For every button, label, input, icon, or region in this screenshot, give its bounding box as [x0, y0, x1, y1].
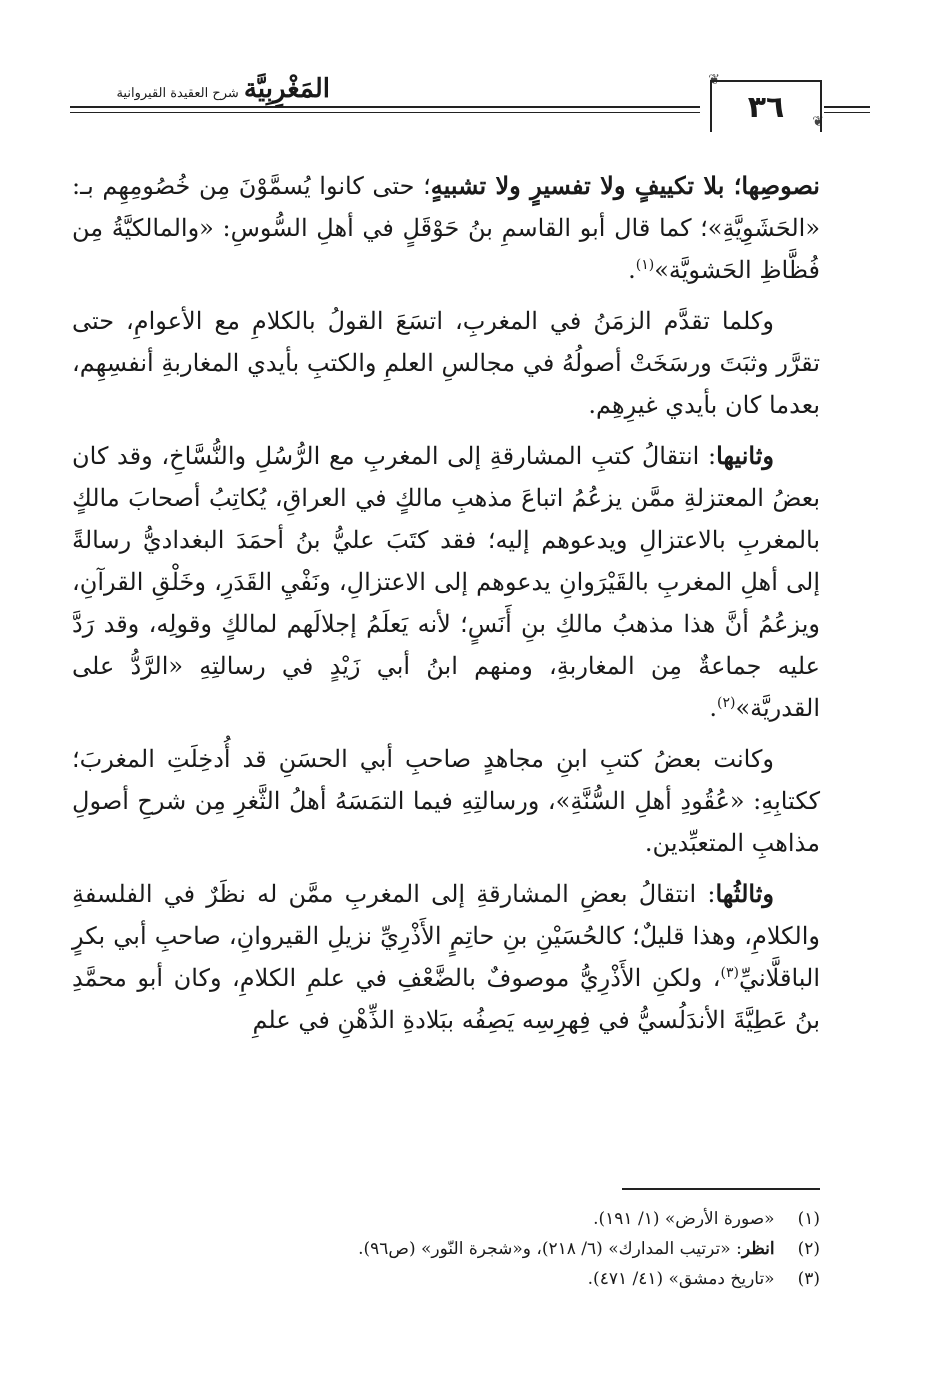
- header-rule-right-2: [824, 112, 870, 113]
- paragraph-4: وكانت بعضُ كتبِ ابنِ مجاهدٍ صاحبِ أبي الحسَنِ قد أُدخِلَتِ المغربَ؛ ككتابِهِ: «عُقُودِ أهلِ السُّنَّةِ»، ورسالتِهِ فيما التمَسَهُ أهلُ الثَّغرِ مِن شرحِ أصولِ مذاهبِ المتعبِّدين.: [72, 745, 820, 857]
- footnote-ref: (٢): [716, 695, 736, 711]
- header-rule-right: [824, 106, 870, 108]
- ornament-icon: ❦: [708, 72, 720, 88]
- bold-phrase: نصوصِها؛ بلا تكييفٍ ولا تفسيرٍ ولا تشبيهٍ: [430, 171, 820, 200]
- ornament-icon: ❦: [812, 114, 824, 130]
- footnote-2: [72, 1234, 820, 1264]
- footnote-number: (٢): [797, 1239, 820, 1259]
- footnote-text: : «ترتيب المدارك» (٦/ ٢١٨)، و«شجرة النّور» (ص٩٦).: [358, 1239, 742, 1259]
- running-header: [70, 70, 870, 140]
- paragraph-2: وكلما تقدَّم الزمَنُ في المغربِ، اتسَعَ القولُ بالكلامِ مع الأعوامِ، حتى تقرَّر وثبَتَ ورسَخَتْ أصولُهُ في مجالسِ العلمِ والكتبِ بأيدي المغاربةِ أنفسِهِم، بعدما كان بأيدي غيرِهِم.: [72, 307, 820, 419]
- text-run: ؛ حتى كانوا يُسمَّوْنَ مِن خُصُومِهِم بـ: «الحَشَوِيَّةِ»؛ كما قال أبو القاسمِ بنُ حَوْقَلٍ في أهلِ السُّوسِ: «والمالكيَّةُ مِن فُظَّاظِ الحَشويَّة»: [72, 172, 821, 284]
- footnotes: [72, 1204, 820, 1294]
- header-rule-top: [70, 106, 700, 108]
- footnote-number: (١): [797, 1209, 820, 1229]
- section-lead: وثانيها: [716, 441, 774, 470]
- running-title-sub: شرح العقيدة القيروانية: [116, 86, 239, 101]
- footnote-text: «تاريخ دمشق» (٤١/ ٤٧١).: [587, 1269, 775, 1289]
- text-run: .: [628, 256, 636, 284]
- running-title: [70, 74, 330, 104]
- footnote-separator: [622, 1188, 820, 1190]
- text-run: .: [709, 694, 717, 722]
- main-text: [72, 165, 820, 1050]
- footnote-3: [72, 1264, 820, 1294]
- footnote-ref: (٣): [720, 965, 739, 981]
- footnote-ref: (١): [635, 257, 655, 273]
- text-run: : انتقالُ كتبِ المشارقةِ إلى المغربِ مع الرُّسُلِ والنُّسَّاخِ، وقد كان بعضُ المعتزلةِ ممَّن يزعُمُ اتباعَ مذهبِ مالكٍ في العراقِ، يُكاتِبُ أصحابَ مالكٍ بالمغربِ بالاعتزالِ ويدعوهم إليه؛ فقد كتَبَ عليُّ بنُ أحمَدَ البغداديُّ رسالةً إلى أهلِ المغربِ بالقَيْرَوانِ يدعوهم إلى الاعتزالِ، ونَفْيِ القَدَرِ، وخَلْقِ القرآنِ، ويزعُمُ أنَّ هذا مذهبُ مالكِ بنِ أَنَسٍ؛ لأنه يَعلَمُ إجلالَهم لمالكٍ وقولِه، وقد رَدَّ عليه جماعةٌ مِن المغاربةِ، ومنهم ابنُ أبي زَيْدٍ في رسالتِهِ «الرَّدُّ على القدريَّة»: [72, 442, 821, 722]
- page-number: ٣٦: [710, 80, 822, 132]
- paragraph-1: [72, 165, 820, 291]
- footnote-number: (٣): [797, 1269, 820, 1289]
- text-run: : انتقالُ بعضِ المشارقةِ إلى المغربِ ممَّن له نظَرٌ في الفلسفةِ والكلامِ، وهذا قليلٌ؛ كالحُسَيْنِ بنِ حاتِمٍ الأَذْرِيِّ نزيلِ القيروانِ، صاحبِ أبي بكرٍ الباقلَّانيِّ: [72, 880, 820, 992]
- footnote-1: [72, 1204, 820, 1234]
- paragraph-5: [72, 873, 820, 1041]
- header-rule-bottom: [70, 112, 700, 113]
- running-title-main: المَغْرِبِيَّة: [243, 74, 330, 104]
- footnote-text: «صورة الأرض» (١/ ١٩١).: [593, 1209, 775, 1229]
- text-run: ، ولكنِ الأَذْرِيُّ موصوفٌ بالضَّعْفِ في علمِ الكلامِ، وكان أبو محمَّدِ بنُ عَطِيَّةَ الأندَلُسيُّ في فِهرِسِه يَصِفُه ببَلادةِ الذِّهْنِ في علمِ: [72, 964, 820, 1034]
- footnote-lead: انظر: [741, 1239, 775, 1259]
- section-lead: وثالثُها: [715, 879, 774, 908]
- paragraph-3: [72, 435, 820, 729]
